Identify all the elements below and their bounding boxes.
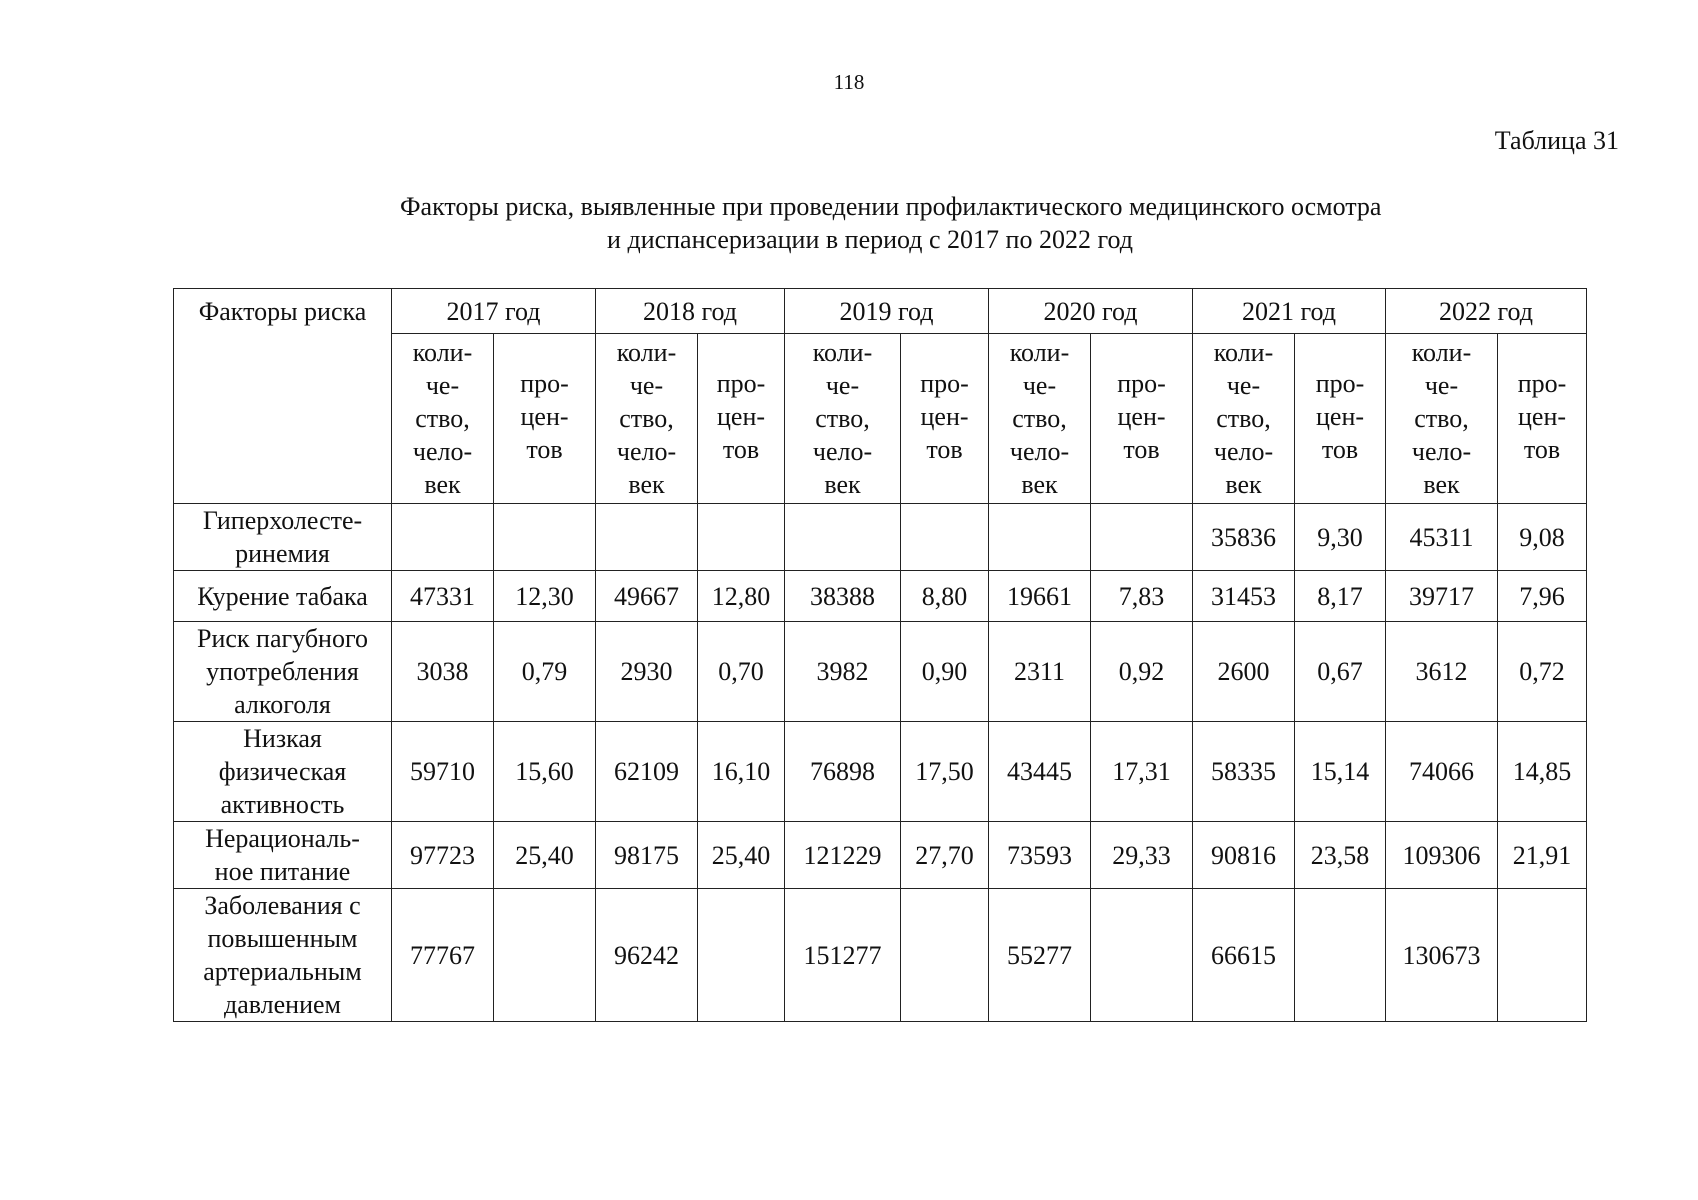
percent-value-cell — [1091, 889, 1193, 1022]
count-header-line: коли- — [812, 338, 873, 367]
percent-value-cell — [698, 889, 785, 1022]
count-value-cell: 49667 — [596, 571, 698, 622]
factor-cell-line: ное питание — [214, 857, 351, 886]
factor-cell-line: артериальным — [203, 957, 362, 986]
factor-cell-line: ринемия — [235, 539, 330, 568]
percent-value-cell: 25,40 — [698, 822, 785, 889]
percent-value-cell: 17,50 — [901, 722, 989, 822]
percent-value-cell: 9,30 — [1295, 504, 1386, 571]
count-header-line: че- — [1022, 371, 1057, 400]
percent-column-header — [1295, 334, 1386, 504]
percent-value-cell: 27,70 — [901, 822, 989, 889]
percent-header-line: цен- — [520, 402, 569, 431]
count-header-line: че- — [425, 371, 460, 400]
count-value-cell: 3982 — [785, 622, 901, 722]
table-label: Таблица 31 — [1494, 126, 1619, 155]
percent-value-cell: 0,70 — [698, 622, 785, 722]
count-header-line: чело- — [616, 437, 677, 466]
count-value-cell: 43445 — [989, 722, 1091, 822]
percent-header-line: тов — [1523, 435, 1561, 464]
percent-value-cell — [1091, 504, 1193, 571]
percent-header-line: цен- — [716, 402, 766, 431]
count-header-line: век — [824, 470, 861, 499]
count-value-cell: 2930 — [596, 622, 698, 722]
count-value-cell: 73593 — [989, 822, 1091, 889]
count-header-line: коли- — [1213, 338, 1274, 367]
year-header: 2017 год — [392, 289, 596, 334]
count-value-cell: 35836 — [1193, 504, 1295, 571]
year-header: 2022 год — [1386, 289, 1587, 334]
count-header-line: че- — [825, 371, 860, 400]
percent-value-cell: 17,31 — [1091, 722, 1193, 822]
count-header-line: чело- — [1213, 437, 1274, 466]
percent-header-line: цен- — [1117, 402, 1166, 431]
count-header-line: чело- — [812, 437, 873, 466]
count-value-cell — [596, 504, 698, 571]
count-value-cell: 121229 — [785, 822, 901, 889]
count-column-header — [1193, 334, 1295, 504]
factor-cell-line: давлением — [223, 990, 342, 1019]
percent-header-line: про- — [1315, 369, 1365, 398]
count-header-line: че- — [1424, 371, 1459, 400]
count-value-cell: 38388 — [785, 571, 901, 622]
percent-column-header — [901, 334, 989, 504]
count-header-line: чело- — [1009, 437, 1070, 466]
percent-value-cell: 0,92 — [1091, 622, 1193, 722]
percent-value-cell: 0,90 — [901, 622, 989, 722]
count-value-cell — [785, 504, 901, 571]
factor-cell-line: Риск пагубного — [197, 624, 368, 653]
count-value-cell: 58335 — [1193, 722, 1295, 822]
percent-header-line: тов — [926, 435, 963, 464]
count-header-line: коли- — [1411, 338, 1472, 367]
count-header-line: коли- — [1009, 338, 1070, 367]
count-header-line: че- — [629, 371, 664, 400]
percent-header-line: тов — [1321, 435, 1359, 464]
factor-cell-line: Заболевания с — [204, 891, 361, 920]
factor-cell — [174, 504, 392, 571]
count-header-line: век — [1225, 470, 1262, 499]
count-header-line: век — [1423, 470, 1460, 499]
percent-value-cell: 7,83 — [1091, 571, 1193, 622]
count-header-line: век — [628, 470, 665, 499]
percent-header-line: про- — [520, 369, 569, 398]
percent-value-cell: 23,58 — [1295, 822, 1386, 889]
percent-header-line: тов — [526, 435, 563, 464]
count-header-line: коли- — [412, 338, 473, 367]
percent-value-cell — [494, 504, 596, 571]
factor-cell-line: физическая — [218, 757, 347, 786]
factor-cell — [174, 571, 392, 622]
count-column-header — [1386, 334, 1498, 504]
factor-cell — [174, 722, 392, 822]
header-row-years — [174, 289, 1587, 334]
percent-value-cell — [494, 889, 596, 1022]
count-header-line: ство, — [1414, 404, 1469, 433]
factor-cell-line: повышенным — [207, 924, 358, 953]
count-value-cell — [392, 504, 494, 571]
table-row — [174, 571, 1587, 622]
count-value-cell: 55277 — [989, 889, 1091, 1022]
count-value-cell: 45311 — [1386, 504, 1498, 571]
count-column-header — [785, 334, 901, 504]
factor-cell-line: алкоголя — [234, 690, 331, 719]
table-row — [174, 822, 1587, 889]
count-header-line: ство, — [415, 404, 470, 433]
count-header-line: коли- — [616, 338, 677, 367]
count-value-cell: 96242 — [596, 889, 698, 1022]
percent-header-line: про- — [1117, 369, 1166, 398]
factor-cell-line: Нерациональ- — [205, 824, 360, 853]
percent-header-line: цен- — [1517, 402, 1567, 431]
percent-header-line: про- — [716, 369, 766, 398]
percent-value-cell: 0,67 — [1295, 622, 1386, 722]
percent-header-line: про- — [1517, 369, 1567, 398]
table-row — [174, 722, 1587, 822]
count-header-line: че- — [1226, 371, 1261, 400]
percent-value-cell: 29,33 — [1091, 822, 1193, 889]
percent-header-line: тов — [722, 435, 760, 464]
factor-cell — [174, 889, 392, 1022]
percent-value-cell: 12,80 — [698, 571, 785, 622]
count-header-line: век — [424, 470, 461, 499]
percent-value-cell: 8,80 — [901, 571, 989, 622]
table-title-line-2: и диспансеризации в период с 2017 по 2022 год — [607, 225, 1133, 254]
factor-column-header: Факторы риска — [174, 289, 392, 504]
percent-value-cell: 14,85 — [1498, 722, 1587, 822]
percent-value-cell: 12,30 — [494, 571, 596, 622]
count-value-cell: 19661 — [989, 571, 1091, 622]
year-header: 2020 год — [989, 289, 1193, 334]
count-header-line: ство, — [1012, 404, 1067, 433]
percent-value-cell — [901, 889, 989, 1022]
count-value-cell: 66615 — [1193, 889, 1295, 1022]
count-header-line: ство, — [1216, 404, 1271, 433]
factor-cell-line: употребления — [206, 657, 359, 686]
factor-cell-line: Курение табака — [197, 581, 368, 611]
percent-value-cell: 16,10 — [698, 722, 785, 822]
percent-column-header — [1091, 334, 1193, 504]
percent-value-cell — [1498, 889, 1587, 1022]
count-value-cell: 2311 — [989, 622, 1091, 722]
year-header: 2021 год — [1193, 289, 1386, 334]
count-value-cell — [989, 504, 1091, 571]
percent-value-cell: 25,40 — [494, 822, 596, 889]
percent-value-cell: 8,17 — [1295, 571, 1386, 622]
count-value-cell: 74066 — [1386, 722, 1498, 822]
year-header: 2018 год — [596, 289, 785, 334]
count-value-cell: 3038 — [392, 622, 494, 722]
percent-value-cell — [1295, 889, 1386, 1022]
percent-value-cell: 7,96 — [1498, 571, 1587, 622]
percent-column-header — [494, 334, 596, 504]
count-value-cell: 2600 — [1193, 622, 1295, 722]
count-value-cell: 97723 — [392, 822, 494, 889]
percent-header-line: цен- — [1315, 402, 1365, 431]
count-header-line: ство, — [815, 404, 870, 433]
percent-column-header — [1498, 334, 1587, 504]
count-value-cell: 151277 — [785, 889, 901, 1022]
percent-value-cell: 21,91 — [1498, 822, 1587, 889]
percent-value-cell: 0,79 — [494, 622, 596, 722]
count-header-line: ство, — [619, 404, 674, 433]
table-title-line-1: Факторы риска, выявленные при проведении профилактического медицинского осмотра — [400, 192, 1382, 221]
percent-value-cell: 9,08 — [1498, 504, 1587, 571]
count-header-line: век — [1021, 470, 1058, 499]
count-value-cell: 39717 — [1386, 571, 1498, 622]
table-row — [174, 889, 1587, 1022]
count-header-line: чело- — [1411, 437, 1472, 466]
percent-value-cell: 15,14 — [1295, 722, 1386, 822]
percent-header-line: про- — [920, 369, 969, 398]
percent-header-line: тов — [1123, 435, 1160, 464]
risk-factors-table — [173, 288, 1587, 1022]
count-header-line: чело- — [412, 437, 473, 466]
table-title — [400, 190, 1382, 256]
count-value-cell: 109306 — [1386, 822, 1498, 889]
count-value-cell: 62109 — [596, 722, 698, 822]
factor-cell — [174, 822, 392, 889]
year-header: 2019 год — [785, 289, 989, 334]
count-column-header — [989, 334, 1091, 504]
factor-cell — [174, 622, 392, 722]
count-value-cell: 90816 — [1193, 822, 1295, 889]
table-row — [174, 504, 1587, 571]
count-value-cell: 130673 — [1386, 889, 1498, 1022]
percent-value-cell — [901, 504, 989, 571]
factor-cell-line: активность — [220, 790, 345, 819]
count-value-cell: 31453 — [1193, 571, 1295, 622]
count-value-cell: 76898 — [785, 722, 901, 822]
count-value-cell: 47331 — [392, 571, 494, 622]
percent-value-cell: 15,60 — [494, 722, 596, 822]
percent-value-cell: 0,72 — [1498, 622, 1587, 722]
percent-value-cell — [698, 504, 785, 571]
count-value-cell: 77767 — [392, 889, 494, 1022]
count-value-cell: 3612 — [1386, 622, 1498, 722]
count-column-header — [596, 334, 698, 504]
count-value-cell: 59710 — [392, 722, 494, 822]
factor-cell-line: Низкая — [243, 724, 322, 753]
percent-column-header — [698, 334, 785, 504]
count-column-header — [392, 334, 494, 504]
table-row — [174, 622, 1587, 722]
page-number: 118 — [833, 70, 865, 94]
factor-cell-line: Гиперхолесте- — [202, 506, 363, 535]
percent-header-line: цен- — [920, 402, 969, 431]
count-value-cell: 98175 — [596, 822, 698, 889]
